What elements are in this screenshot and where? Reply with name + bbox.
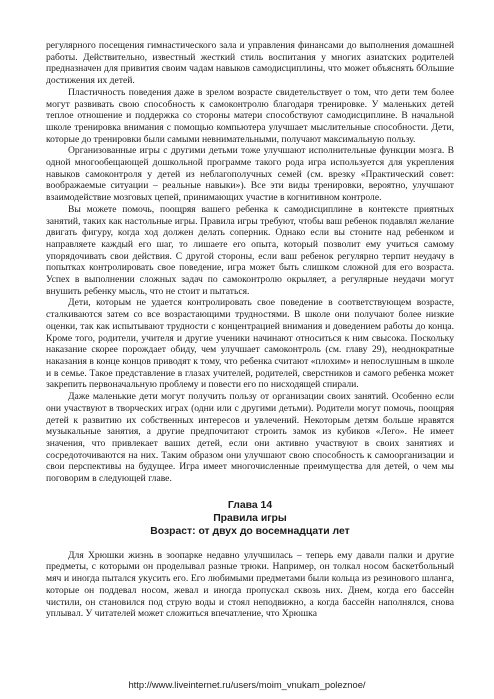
chapter-subtitle: Возраст: от двух до восемнадцати лет xyxy=(150,525,350,537)
footer-url: http://www.liveinternet.ru/users/moim_vnukam_poleznoe/ xyxy=(128,679,366,690)
paragraph: Пластичность поведения даже в зрелом возрасте свидетельствует о том, что дети тем более могут развивать свою способность к самоконтролю благодаря тренировке. У маленьких детей теплое отношение и поддержка со стороны матери способствуют самодисциплине. В начальной школе тренировка внимания с помощью компьютера улучшает мыслительные способности. Дети, которые до тренировки были самыми невнимательными, получают максимальную пользу. xyxy=(46,86,454,145)
paragraph: Дети, которым не удается контролировать свое поведение в соответствующем возрасте, сталкиваются затем со все возрастающими трудностями. В школе они получают более низкие оценки, так как испытывают трудности с концентрацией внимания и доведением работы до конца. Кроме того, родители, учителя и другие ученики начинают относиться к ним свысока. Поскольку наказание скорее порождает обиду, чем улучшает самоконтроль (см. главу 29), неоднократные наказания в конце концов приводят к тому, что ребенка считают «плохим» и непослушным в школе и в семье. Такое представление в глазах учителей, родителей, сверстников и самого ребенка может закрепить первоначальную проблему и повести его по нисходящей спирали. xyxy=(46,297,454,391)
paragraph: Организованные игры с другими детьми тоже улучшают исполнительные функции мозга. В одной многообещающей дошкольной программе такого рода игра используется для укрепления навыков самоконтроля у детей из неблагополучных семей (см. врезку «Практический совет: воображаемые ситуации – реальные навыки»). Все эти виды тренировки, вероятно, улучшают взаимодействие мозговых цепей, принимающих участие в когнитивном контроле. xyxy=(46,145,454,204)
chapter-heading xyxy=(46,499,454,538)
document-page xyxy=(46,40,454,620)
paragraph: Даже маленькие дети могут получить пользу от организации своих занятий. Особенно если они участвуют в творческих играх (одни или с другими детьми). Родители могут помочь, поощряя детей к развитию их собственных интересов и увлечений. Некоторым детям больше нравятся музыкальные занятия, а другие предпочитают строить замок из кубиков «Лего». Не имеет значения, что привлекает ваших детей, если они активно участвуют в своих занятиях и сосредоточиваются на них. Таким образом они улучшают свою способность к самоорганизации и свои перспективы на будущее. Игра имеет многочисленные преимущества для детей, о чем мы поговорим в следующей главе. xyxy=(46,391,454,485)
paragraph: Для Хрюшки жизнь в зоопарке недавно улучшилась – теперь ему давали палки и другие предметы, с которыми он проделывал разные трюки. Например, он толкал носом баскетбольный мяч и иногда пытался укусить его. Его любимыми предметами были кольца из резинового шланга, которые он поддевал носом, жевал и иногда пропускал сквозь них. Днем, когда его бассейн чистили, он становился под струю воды и стоял неподвижно, а когда бассейн наполнялся, снова уплывал. У читателей может сложиться впечатление, что Хрюшка xyxy=(46,549,454,620)
chapter-title: Правила игры xyxy=(213,512,287,524)
chapter-number: Глава 14 xyxy=(227,499,273,511)
paragraph: Вы можете помочь, поощряя вашего ребенка к самодисциплине в контексте приятных занятий, таких как настольные игры. Правила игры требуют, чтобы ваш ребенок подавлял желание двигать фигуру, когда ход должен делать соперник. Однако если вы стоните над ребенком и направляете каждый его шаг, то лишаете его опыта, который позволит ему учиться самому упорядочивать свои действия. С другой стороны, если ваш ребенок регулярно терпит неудачу в попытках контролировать свое поведение, игра может быть слишком сложной для его возраста. Успех в выполнении сложных задач по самоконтролю окрыляет, а регулярные неудачи могут внушить ребенку мысль, что не стоит и пытаться. xyxy=(46,203,454,297)
paragraph: регулярного посещения гимнастического зала и управления финансами до выполнения домашней работы. Действительно, известный жесткий стиль воспитания у многих азиатских родителей предназначен для привития своим чадам навыков самодисциплины, что может объяснять бОльшие достижения их детей. xyxy=(46,40,454,87)
